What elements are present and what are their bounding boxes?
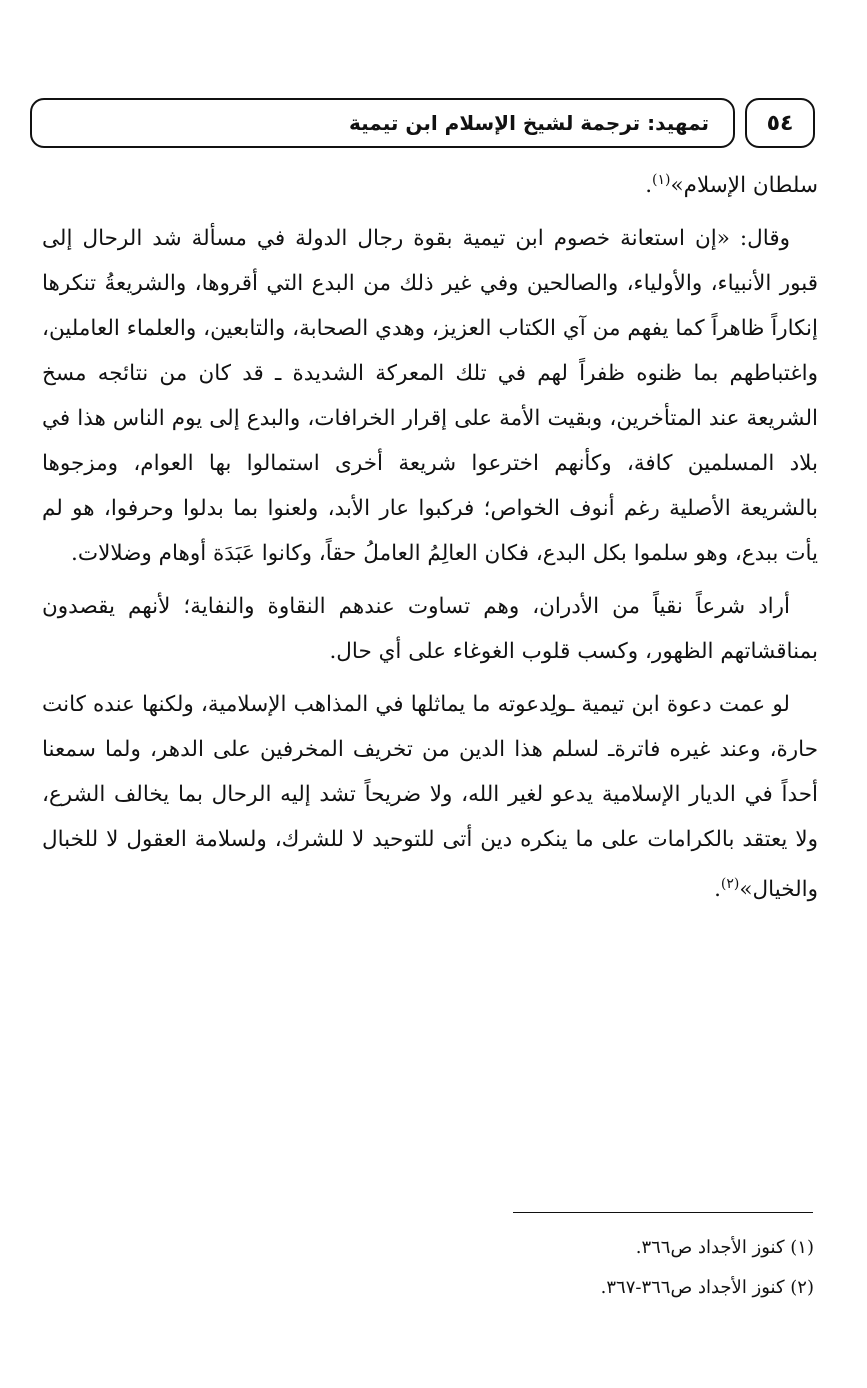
paragraph-4-text: لو عمت دعوة ابن تيمية ـولِدعوته ما يماثلها في المذاهب الإسلامية، ولكنها عنده كانت حارة، وعند غيره فاترةـ لسلم هذا الدين من تخريف المخرفين على الدهر، ولما سمعنا أحداً في الديار الإسلامية يدعو لغير الله، ولا ضريحاً تشد إليه الرحال بما يخالف الشرع، ولا يعتقد بالكرامات على ما ينكره دين أتى للتوحيد لا للشرك، ولسلامة العقول لا للخبال والخيال» xyxy=(42,692,818,903)
paragraph-4 xyxy=(42,682,818,912)
paragraph-1 xyxy=(42,158,818,208)
paragraph-2: وقال: «إن استعانة خصوم ابن تيمية بقوة رجال الدولة في مسألة شد الرحال إلى قبور الأنبياء، والأولياء، والصالحين وفي غير ذلك من البدع التي أقروها، والشريعةُ تنكرها إنكاراً ظاهراً كما يفهم من آي الكتاب العزيز، وهدي الصحابة، والتابعين، والعلماء العاملين، واغتباطهم بما ظنوه ظفراً لهم في تلك المعركة الشديدة ـ قد كان من نتائجه مسخ الشريعة عند المتأخرين، وبقيت الأمة على إقرار الخرافات، والبدع إلى يوم الناس هذا في بلاد المسلمين كافة، وكأنهم اخترعوا شريعة أخرى استمالوا بها العوام، ومزجوها بالشريعة الأصلية رغم أنوف الخواص؛ فركبوا عار الأبد، ولعنوا بما بدلوا وحرفوا، هو لم يأت ببدع، وهو سلموا بكل البدع، فكان العالِمُ العاملُ حقاً، وكانوا عَبَدَة أوهام وضلالات. xyxy=(42,226,818,567)
paragraph-1-text: سلطان الإسلام» xyxy=(670,173,818,199)
footnote-1: (١) كنوز الأجداد ص٣٦٦. xyxy=(635,1237,814,1258)
running-header xyxy=(30,98,735,148)
main-text xyxy=(42,158,818,912)
footnotes xyxy=(300,1228,818,1308)
paragraph-4-end: . xyxy=(714,877,721,903)
page-number: ٥٤ xyxy=(766,110,794,136)
paragraph-1-end: . xyxy=(645,173,653,199)
footnote-ref-1: (١) xyxy=(652,172,671,188)
paragraph-3: أراد شرعاً نقياً من الأدران، وهم تساوت عندهم النقاوة والنفاية؛ لأنهم يقصدون بمناقشاتهم الظهور، وكسب قلوب الغوغاء على أي حال. xyxy=(42,594,818,665)
page-number-box xyxy=(745,98,815,148)
footnote-2: (٢) كنوز الأجداد ص٣٦٦-٣٦٧. xyxy=(600,1277,814,1298)
footnote-ref-2: (٢) xyxy=(720,876,740,893)
header-title: تمهيد: ترجمة لشيخ الإسلام ابن تيمية xyxy=(349,111,709,135)
footnote-divider xyxy=(513,1212,813,1213)
